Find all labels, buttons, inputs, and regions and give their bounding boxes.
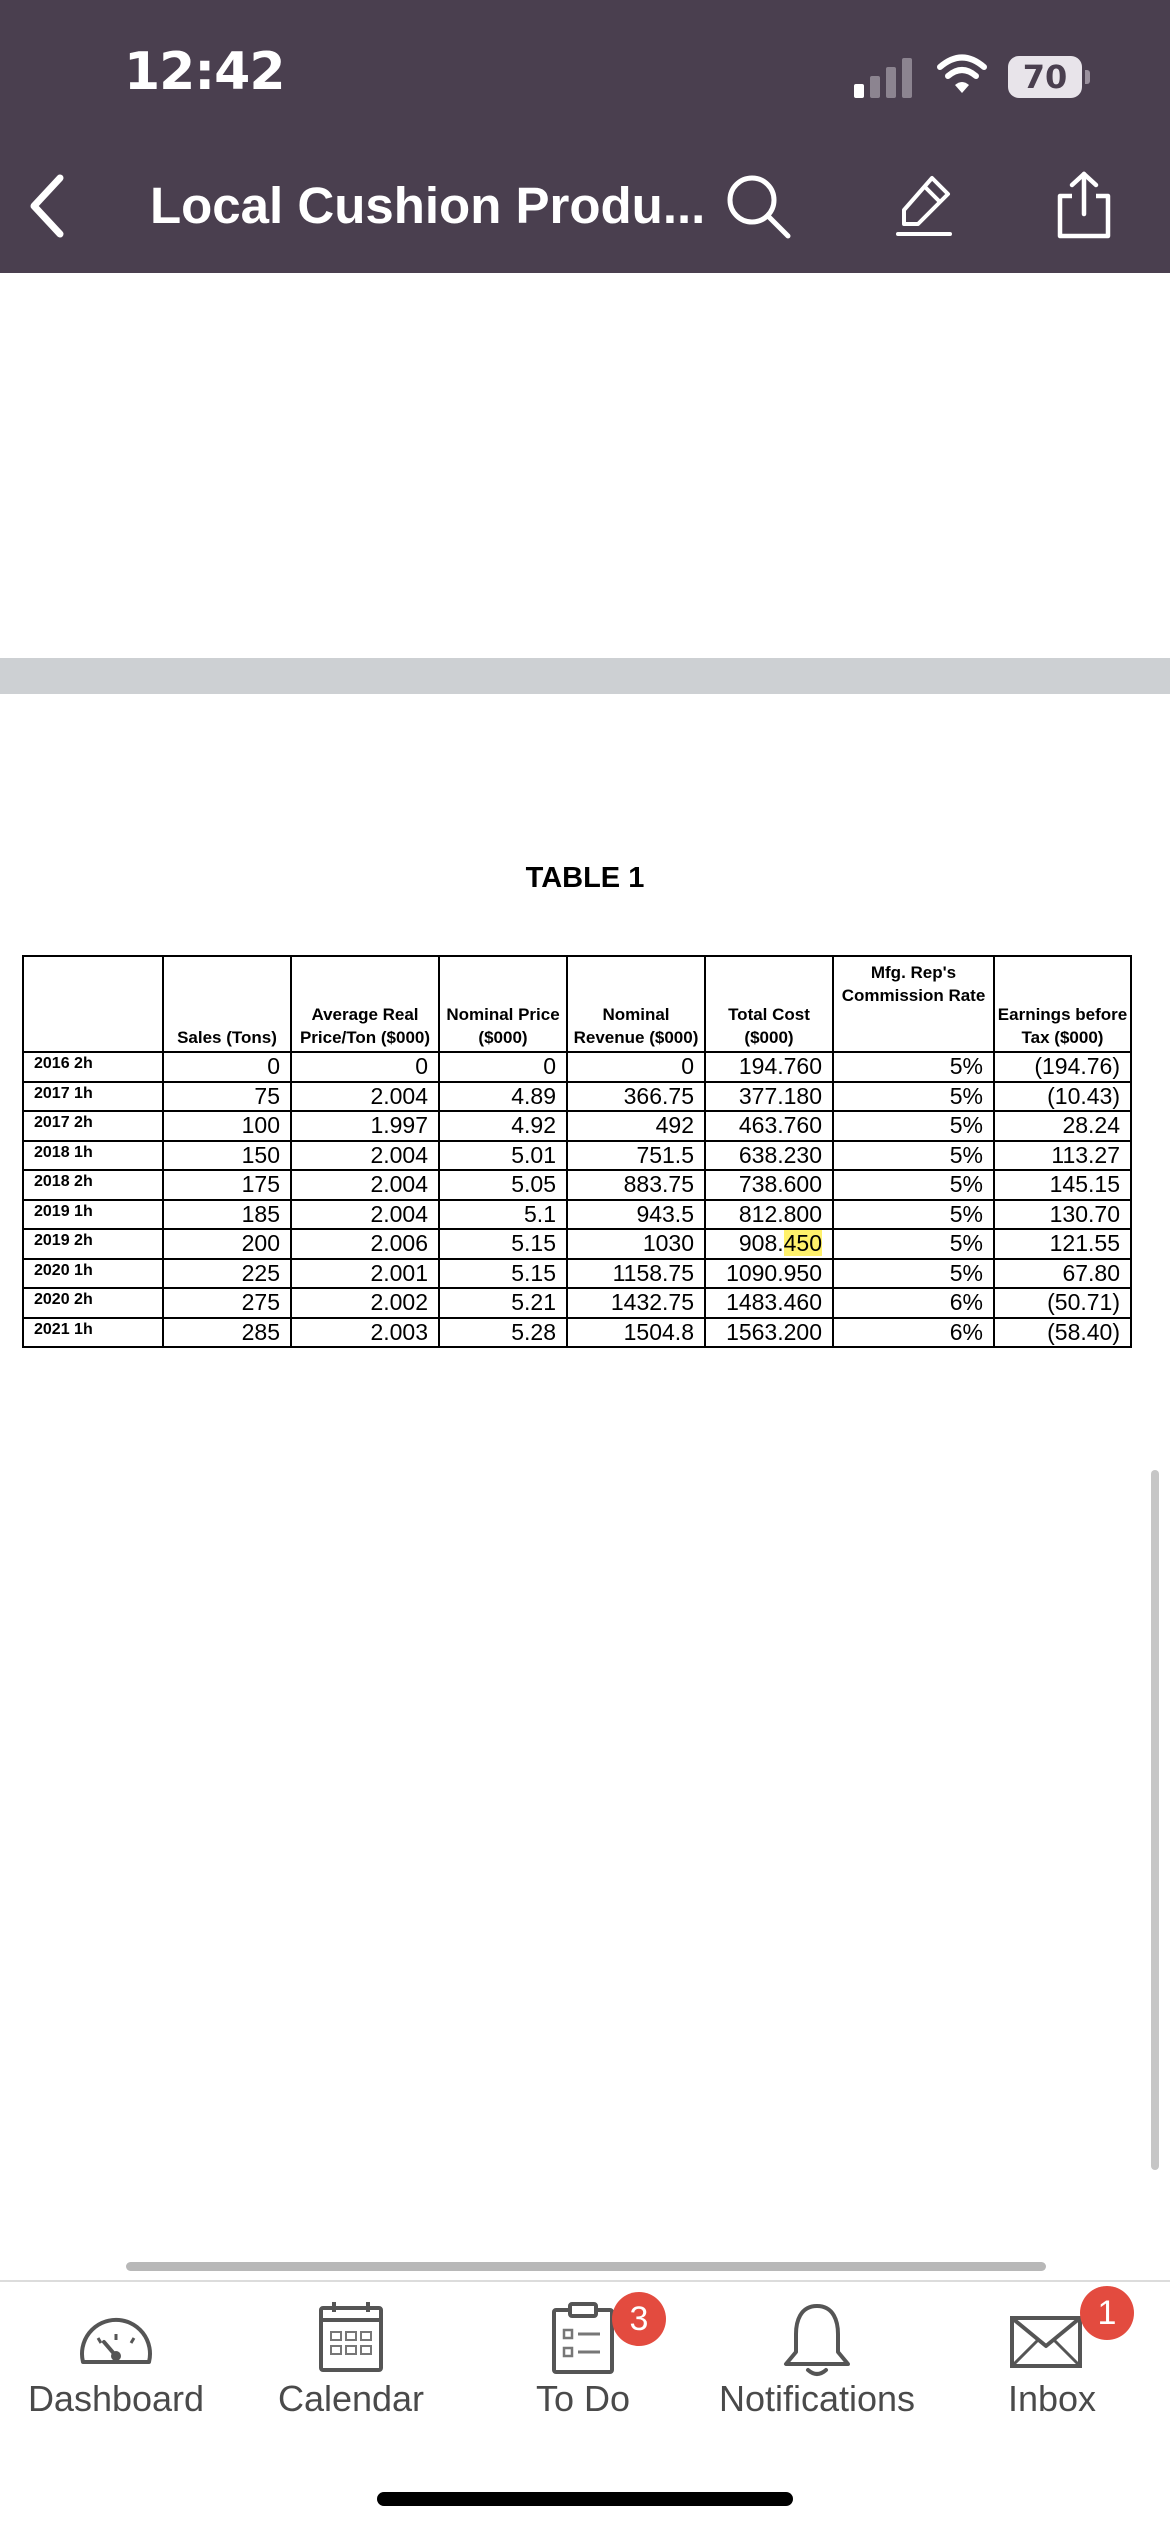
- table-cell: 113.27: [994, 1141, 1131, 1171]
- table-header-cell: Nominal Revenue ($000): [567, 956, 705, 1052]
- table-cell: 377.180: [705, 1082, 833, 1112]
- table-cell: 751.5: [567, 1141, 705, 1171]
- table-cell: 28.24: [994, 1111, 1131, 1141]
- table-cell: 6%: [833, 1288, 994, 1318]
- table-cell: 5.28: [439, 1318, 567, 1348]
- tab-dashboard[interactable]: [18, 2300, 214, 2440]
- back-chevron-icon[interactable]: [20, 170, 80, 242]
- table-row: [23, 1141, 1131, 1171]
- table-header-cell: [23, 956, 163, 1052]
- tab-calendar[interactable]: [256, 2300, 446, 2440]
- table-cell: 150: [163, 1141, 291, 1171]
- table-cell: 0: [291, 1052, 439, 1082]
- app-header: [0, 0, 1170, 273]
- table-cell: 2.004: [291, 1200, 439, 1230]
- table-row: [23, 1229, 1131, 1259]
- table-header-row: [23, 956, 1131, 1052]
- table-header-cell: Nominal Price ($000): [439, 956, 567, 1052]
- table-header-cell: Average Real Price/Ton ($000): [291, 956, 439, 1052]
- table-row-label: 2016 2h: [23, 1052, 163, 1082]
- tab-label: Notifications: [718, 2378, 916, 2419]
- todo-count-badge: 3: [612, 2292, 666, 2346]
- table-row-label: 2021 1h: [23, 1318, 163, 1348]
- table-cell: 5.01: [439, 1141, 567, 1171]
- table-cell: 943.5: [567, 1200, 705, 1230]
- highlighted-text: 450: [783, 1230, 822, 1257]
- table-cell: (58.40): [994, 1318, 1131, 1348]
- cell-text: 908.: [738, 1230, 784, 1257]
- table-cell: 5.15: [439, 1229, 567, 1259]
- table-row: [23, 1052, 1131, 1082]
- tab-label: Inbox: [1007, 2378, 1097, 2419]
- table-cell: 5.05: [439, 1170, 567, 1200]
- table-cell: 1483.460: [705, 1288, 833, 1318]
- table-cell: 492: [567, 1111, 705, 1141]
- table-cell: 4.89: [439, 1082, 567, 1112]
- table-cell: 2.003: [291, 1318, 439, 1348]
- table-cell: 185: [163, 1200, 291, 1230]
- table-cell: 2.004: [291, 1170, 439, 1200]
- table-header-cell: Mfg. Rep's Commission Rate: [833, 956, 994, 1052]
- table-cell: 5%: [833, 1052, 994, 1082]
- annotate-highlighter-icon[interactable]: [888, 170, 960, 242]
- calendar-icon: [306, 2300, 396, 2380]
- page-title: Local Cushion Produ...: [150, 177, 706, 234]
- table-cell: 145.15: [994, 1170, 1131, 1200]
- wifi-icon: [936, 52, 988, 96]
- table-cell: 1563.200: [705, 1318, 833, 1348]
- table-cell: 2.001: [291, 1259, 439, 1289]
- table-cell: 6%: [833, 1318, 994, 1348]
- table-cell: 0: [567, 1052, 705, 1082]
- table-cell: 5.21: [439, 1288, 567, 1318]
- table-cell: 366.75: [567, 1082, 705, 1112]
- tab-label: Calendar: [277, 2378, 425, 2419]
- table-row-label: 2017 2h: [23, 1111, 163, 1141]
- table-cell: 194.760: [705, 1052, 833, 1082]
- table-cell: 75: [163, 1082, 291, 1112]
- table-cell: 5.1: [439, 1200, 567, 1230]
- table-cell: 5%: [833, 1082, 994, 1112]
- table-cell: 0: [439, 1052, 567, 1082]
- table-cell: 67.80: [994, 1259, 1131, 1289]
- bell-icon: [772, 2300, 862, 2380]
- table-cell: 883.75: [567, 1170, 705, 1200]
- table-cell: 4.92: [439, 1111, 567, 1141]
- table-cell: 2.004: [291, 1082, 439, 1112]
- horizontal-scrollbar[interactable]: [126, 2262, 1046, 2271]
- envelope-icon: [1002, 2300, 1092, 2380]
- table-cell: 1030: [567, 1229, 705, 1259]
- table-cell: 285: [163, 1318, 291, 1348]
- tab-label: To Do: [535, 2378, 631, 2419]
- table-cell: 0: [163, 1052, 291, 1082]
- tab-label: Dashboard: [27, 2378, 205, 2419]
- status-time: 12:42: [124, 42, 285, 102]
- table-row: [23, 1111, 1131, 1141]
- table-cell: 5.15: [439, 1259, 567, 1289]
- table-cell: 1090.950: [705, 1259, 833, 1289]
- table-cell: 275: [163, 1288, 291, 1318]
- table-cell: 5%: [833, 1229, 994, 1259]
- table-cell: 2.002: [291, 1288, 439, 1318]
- document-table-title: TABLE 1: [525, 862, 645, 894]
- table-row-label: 2017 1h: [23, 1082, 163, 1112]
- tab-todo[interactable]: [500, 2300, 666, 2440]
- table-row: [23, 1170, 1131, 1200]
- tab-notifications[interactable]: [706, 2300, 928, 2440]
- table-cell: 121.55: [994, 1229, 1131, 1259]
- table-row: [23, 1288, 1131, 1318]
- table-row-label: 2019 1h: [23, 1200, 163, 1230]
- table-cell: (10.43): [994, 1082, 1131, 1112]
- table-cell: 812.800: [705, 1200, 833, 1230]
- table-cell: 175: [163, 1170, 291, 1200]
- financial-table: [22, 955, 1132, 1348]
- table-cell: 100: [163, 1111, 291, 1141]
- table-cell: 738.600: [705, 1170, 833, 1200]
- table-row-label: 2018 1h: [23, 1141, 163, 1171]
- table-cell: 200: [163, 1229, 291, 1259]
- battery-level: 70: [1008, 56, 1082, 98]
- table-body: [23, 1052, 1131, 1347]
- table-cell: 1504.8: [567, 1318, 705, 1348]
- table-header-cell: Sales (Tons): [163, 956, 291, 1052]
- search-icon[interactable]: [722, 170, 794, 242]
- table-row: [23, 1200, 1131, 1230]
- table-row: [23, 1318, 1131, 1348]
- table-header-cell: Total Cost ($000): [705, 956, 833, 1052]
- vertical-scrollbar[interactable]: [1151, 1470, 1159, 2170]
- share-icon[interactable]: [1048, 170, 1120, 242]
- battery-icon: [1008, 56, 1090, 98]
- table-cell: 1158.75: [567, 1259, 705, 1289]
- inbox-count-badge: 1: [1080, 2286, 1134, 2340]
- table-row-label: 2019 2h: [23, 1229, 163, 1259]
- table-header-cell: Earnings before Tax ($000): [994, 956, 1131, 1052]
- table-row-label: 2018 2h: [23, 1170, 163, 1200]
- table-cell: 2.006: [291, 1229, 439, 1259]
- dashboard-gauge-icon: [71, 2300, 161, 2380]
- table-cell: 5%: [833, 1170, 994, 1200]
- table-row-label: 2020 1h: [23, 1259, 163, 1289]
- table-cell: 463.760: [705, 1111, 833, 1141]
- table-cell: 1.997: [291, 1111, 439, 1141]
- table-cell: 638.230: [705, 1141, 833, 1171]
- tab-inbox[interactable]: [980, 2294, 1124, 2440]
- table-row: [23, 1082, 1131, 1112]
- table-cell: 5%: [833, 1200, 994, 1230]
- table-cell: [705, 1229, 833, 1259]
- cellular-signal-icon: [852, 58, 916, 98]
- table-cell: (50.71): [994, 1288, 1131, 1318]
- table-cell: (194.76): [994, 1052, 1131, 1082]
- table-cell: 5%: [833, 1259, 994, 1289]
- table-cell: 2.004: [291, 1141, 439, 1171]
- table-row-label: 2020 2h: [23, 1288, 163, 1318]
- table-cell: 1432.75: [567, 1288, 705, 1318]
- table-cell: 5%: [833, 1141, 994, 1171]
- page-separator: [0, 658, 1170, 694]
- table-cell: 5%: [833, 1111, 994, 1141]
- table-cell: 225: [163, 1259, 291, 1289]
- table-cell: 130.70: [994, 1200, 1131, 1230]
- table-row: [23, 1259, 1131, 1289]
- home-indicator: [377, 2492, 793, 2506]
